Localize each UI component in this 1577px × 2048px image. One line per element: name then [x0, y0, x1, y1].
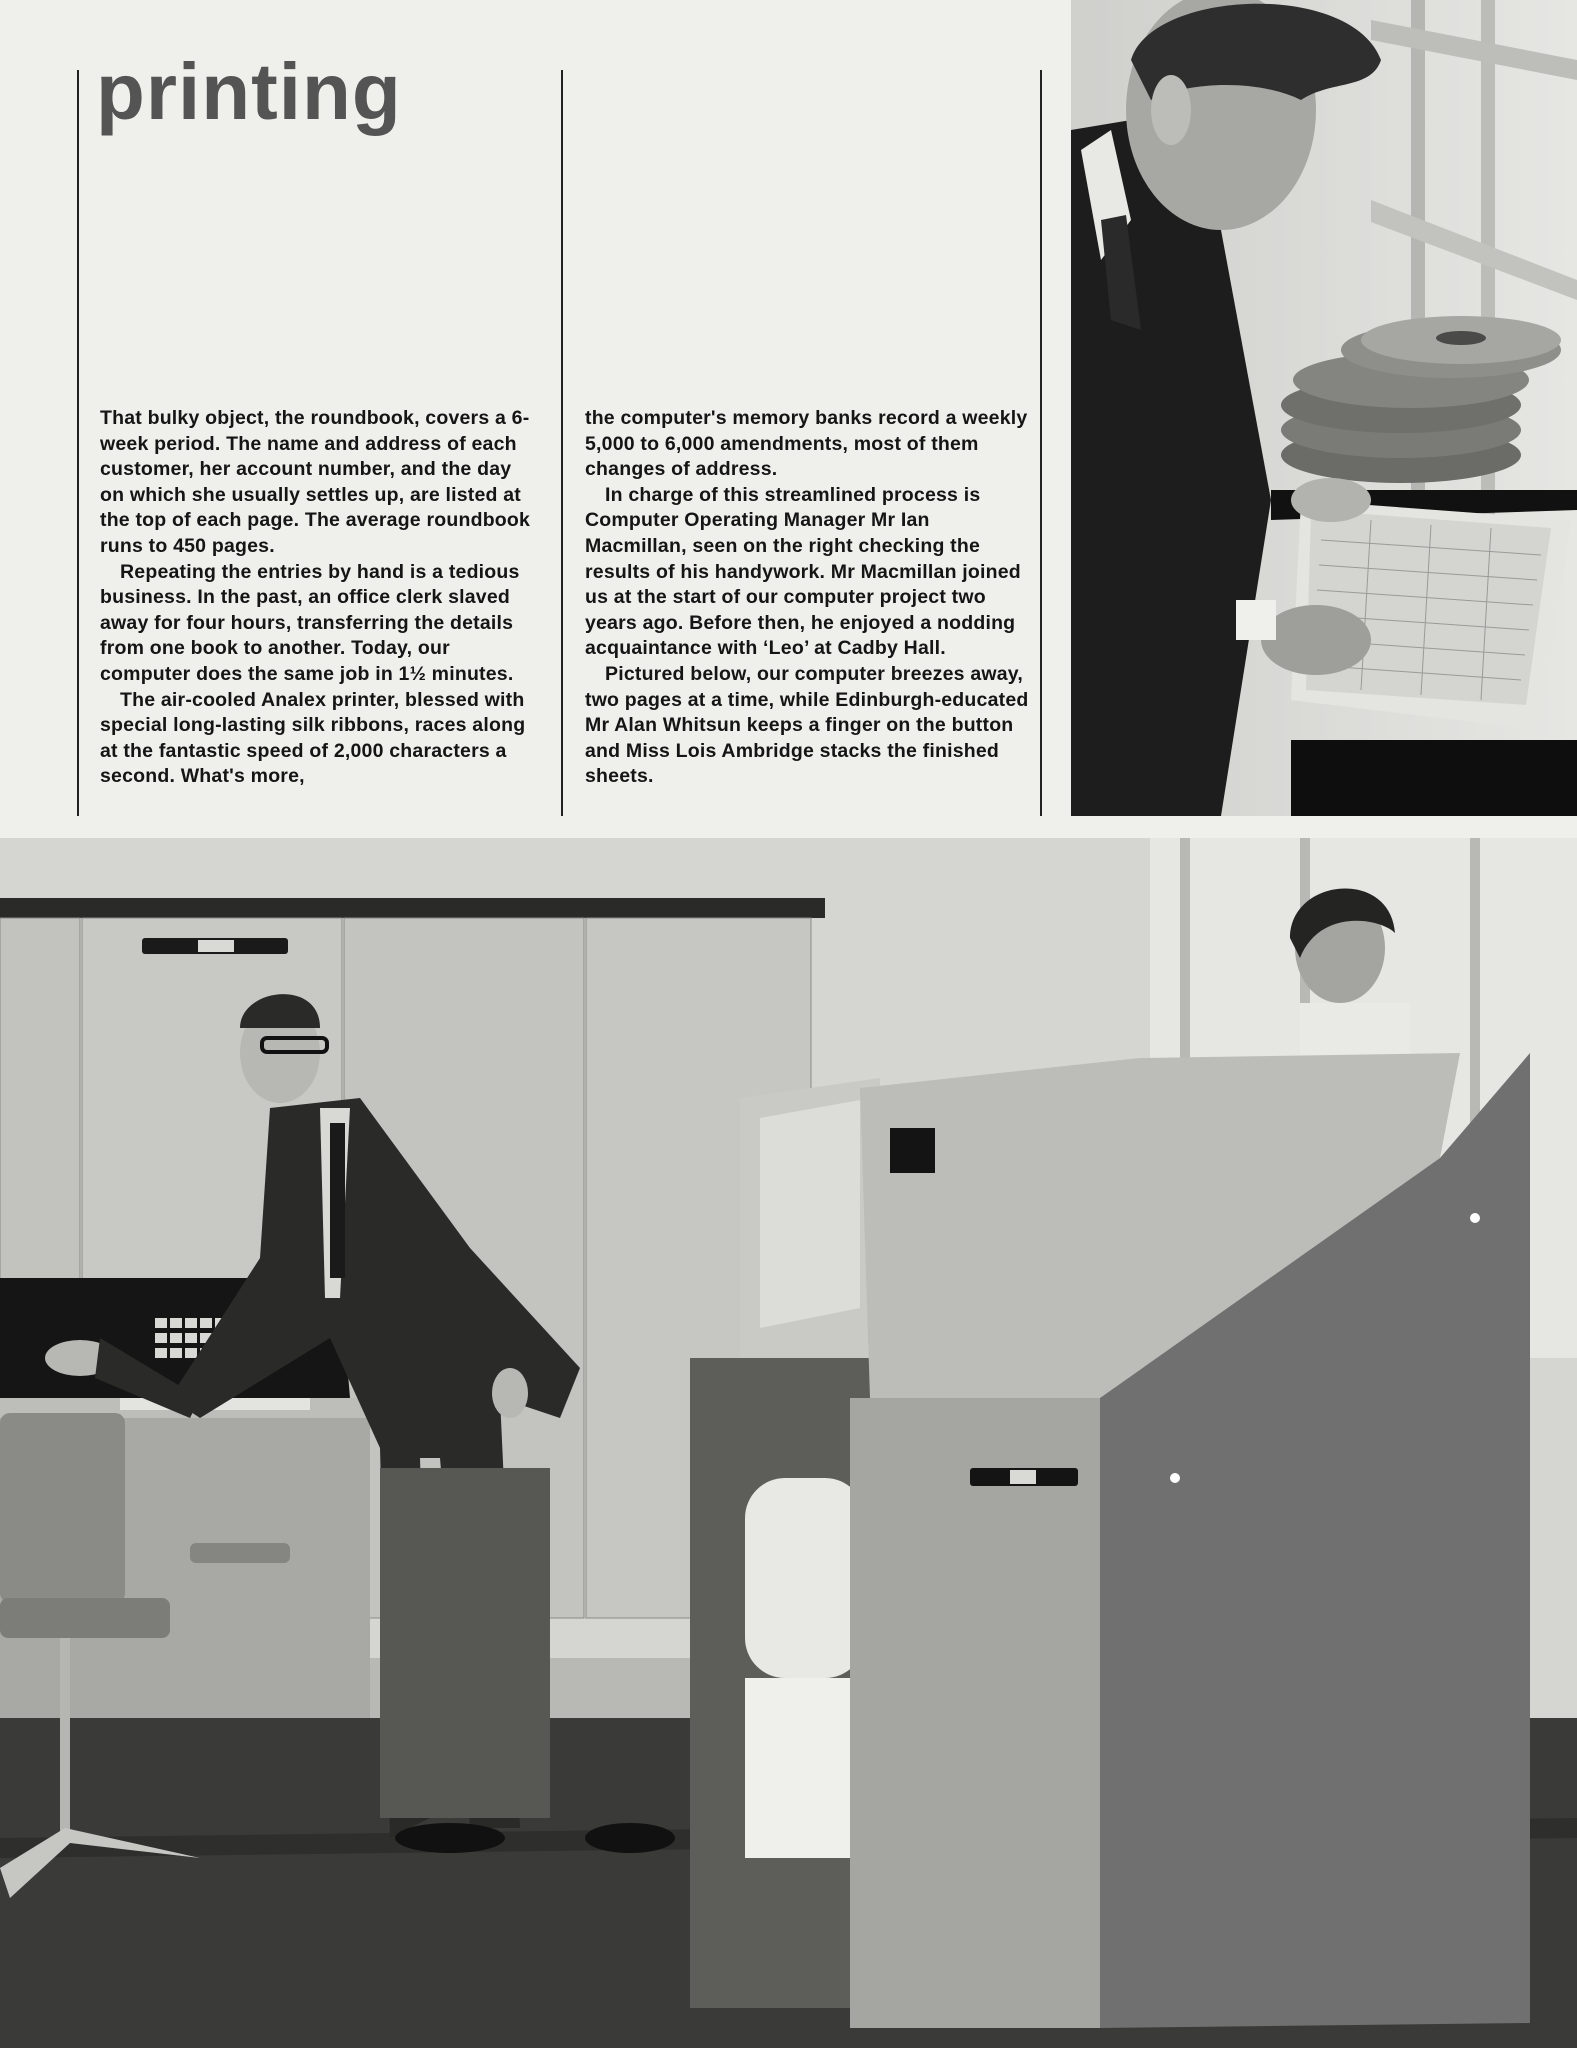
column-rule-middle [561, 70, 563, 816]
article-column-2 [585, 406, 1035, 790]
column-rule-right [1040, 70, 1042, 816]
paragraph: Repeating the entries by hand is a tedious business. In the past, an office clerk slaved away for four hours, transferring the details from one book to another. Today, our computer does the same job in 1½ minutes. [100, 560, 520, 685]
paragraph: In charge of this streamlined process is Computer Operating Manager Mr Ian Macmillan, seen on the right checking the results of his handywork. Mr Macmillan joined us at the start of our computer project two years ago. Before then, he enjoyed a nodding acquaintance with ‘Leo’ at Cadby Hall. [585, 483, 1021, 660]
column-rule-left [77, 70, 79, 816]
photo-man-checking-printout [1071, 0, 1577, 816]
paragraph: Pictured below, our computer breezes away, two pages at a time, while Edinburgh-educated Mr Alan Whitsun keeps a finger on the button and Miss Lois Ambridge stacks the finished sheets. [585, 662, 1029, 788]
page-heading: printing [96, 47, 402, 136]
photo-illustration [1071, 0, 1577, 816]
photo-computer-room [0, 838, 1577, 2048]
line-printer [690, 1053, 1530, 2028]
article-column-1 [100, 406, 540, 790]
paragraph: That bulky object, the roundbook, covers a 6-week period. The name and address of each customer, her account number, and the day on which she usually settles up, are listed at the top of each page. The average roundbook runs to 450 pages. [100, 407, 531, 557]
paragraph: the computer's memory banks record a weekly 5,000 to 6,000 amendments, most of them changes of address. [585, 407, 1028, 481]
photo-illustration [0, 838, 1577, 2048]
paragraph: The air-cooled Analex printer, blessed with special long-lasting silk ribbons, races along at the fantastic speed of 2,000 characters a second. What's more, [100, 688, 526, 788]
